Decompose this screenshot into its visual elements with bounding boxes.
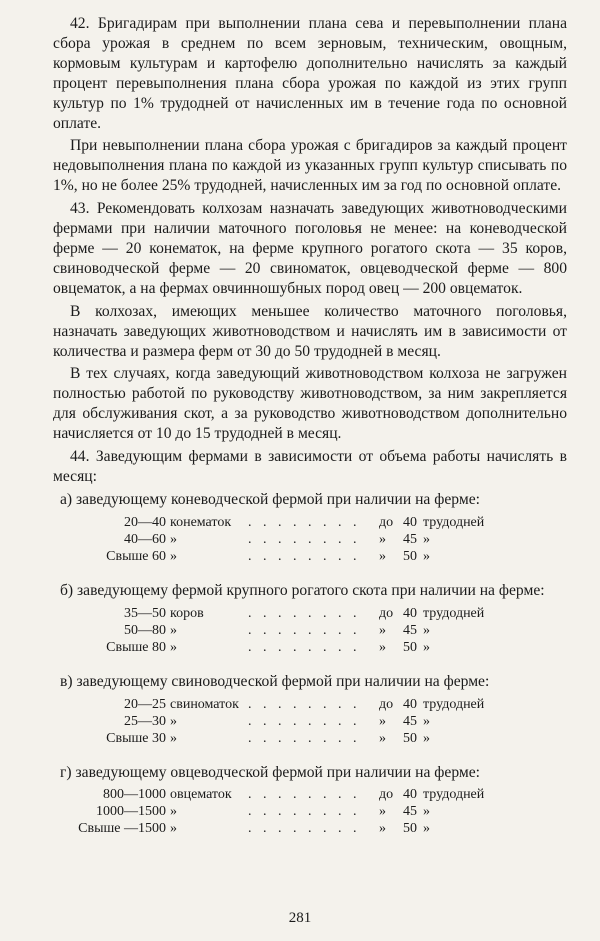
range-cell: Свыше 30 [106,730,166,746]
do-cell: » [379,548,386,564]
workdays-cell: 40 [403,696,417,712]
paragraph-44: 44. Заведующим фермами в зависимости от объема работы начислять в месяц: [53,448,567,485]
range-cell: 20—40 [124,514,166,530]
leader-dots: . . . . . . . . [248,639,361,655]
leader-dots: . . . . . . . . [248,787,361,803]
leader-dots: . . . . . . . . [248,730,361,746]
unit-cell: » [170,713,177,729]
table-row [53,548,567,565]
table-row [53,786,567,803]
section-a-heading: а) заведующему коневодческой фермой при наличии на ферме: [60,490,480,508]
unit-cell: овцематок [170,787,232,803]
days-cell: » [423,622,430,638]
section-v-heading: в) заведующему свиноводческой фермой при наличии на ферме: [60,672,490,690]
paragraph-43-continued: В колхозах, имеющих меньшее количество маточного поголовья, назначать заведующих животноводством и начислять им в зависимости от количества и размера ферм от 30 до 50 трудодней в месяц. [53,302,567,360]
do-cell: » [379,730,386,746]
workdays-cell: 45 [403,804,417,820]
workdays-cell: 50 [403,639,417,655]
unit-cell: » [170,639,177,655]
do-cell: до [379,787,394,803]
section-v-table [53,696,567,747]
workdays-cell: 50 [403,821,417,837]
leader-dots: . . . . . . . . [248,821,361,837]
days-cell: » [423,548,430,564]
section-a-table [53,514,567,565]
days-cell: трудодней [423,605,485,621]
workdays-cell: 50 [403,730,417,746]
do-cell: » [379,639,386,655]
days-cell: » [423,713,430,729]
unit-cell: конематок [170,514,232,530]
section-b-table [53,605,567,656]
days-cell: » [423,730,430,746]
section-b-heading: б) заведующему фермой крупного рогатого скота при наличии на ферме: [60,581,545,599]
unit-cell: » [170,622,177,638]
workdays-cell: 45 [403,531,417,547]
workdays-cell: 40 [403,787,417,803]
range-cell: Свыше 80 [106,639,166,655]
workdays-cell: 50 [403,548,417,564]
range-cell: Свыше —1500 [78,821,166,837]
range-cell: 50—80 [124,622,166,638]
page-number: 281 [288,910,312,926]
leader-dots: . . . . . . . . [248,696,361,712]
table-row [53,622,567,639]
unit-cell: » [170,821,177,837]
table-row [53,730,567,747]
leader-dots: . . . . . . . . [248,514,361,530]
workdays-cell: 40 [403,605,417,621]
workdays-cell: 40 [403,514,417,530]
do-cell: » [379,821,386,837]
leader-dots: . . . . . . . . [248,622,361,638]
table-row [53,514,567,531]
leader-dots: . . . . . . . . [248,804,361,820]
do-cell: » [379,713,386,729]
days-cell: трудодней [423,514,485,530]
range-cell: 25—30 [124,713,166,729]
range-cell: 800—1000 [103,787,166,803]
range-cell: 20—25 [124,696,166,712]
table-row [53,713,567,730]
do-cell: » [379,531,386,547]
paragraph-42: 42. Бригадирам при выполнении плана сева и перевыполнении плана сбора урожая в среднем по всем зерновым, техническим, овощным, кормовым культурам и картофелю дополнительно начислять за каждый процент перевыполнения плана сбора урожая по каждой из этих групп культур по 1% трудодней от начисленных им в течение года по основной оплате. [53,15,567,132]
days-cell: » [423,821,430,837]
range-cell: 40—60 [124,531,166,547]
leader-dots: . . . . . . . . [248,713,361,729]
days-cell: трудодней [423,696,485,712]
do-cell: до [379,696,394,712]
days-cell: » [423,531,430,547]
unit-cell: » [170,730,177,746]
paragraph-43-cases: В тех случаях, когда заведующий животноводством колхоза не загружен полностью работой по руководству животноводством, за ним закрепляется для обслуживания скот, а за руководство животноводством дополнительно начисляется от 10 до 15 трудодней в месяц. [53,365,567,443]
section-g-table [53,786,567,837]
days-cell: » [423,804,430,820]
table-row [53,639,567,656]
workdays-cell: 45 [403,622,417,638]
unit-cell: свиноматок [170,696,239,712]
table-row [53,820,567,837]
unit-cell: коров [170,605,204,621]
range-cell: 35—50 [124,605,166,621]
unit-cell: » [170,531,177,547]
body-text [53,14,567,853]
table-row [53,803,567,820]
days-cell: » [423,639,430,655]
days-cell: трудодней [423,787,485,803]
range-cell: 1000—1500 [96,804,166,820]
unit-cell: » [170,548,177,564]
do-cell: до [379,605,394,621]
leader-dots: . . . . . . . . [248,548,361,564]
leader-dots: . . . . . . . . [248,531,361,547]
paragraph-43: 43. Рекомендовать колхозам назначать заведующих животноводческими фермами при наличии маточного поголовья не менее: на коневодческой ферме — 20 конематок, на ферме крупного рогатого скота — 35 коров, свиноводческой ферме — 20 свиноматок, овцеводческой ферме — 800 овцематок, а на фермах овчинношубных пород овец — 200 овцематок. [53,200,567,297]
do-cell: » [379,622,386,638]
section-g-heading: г) заведующему овцеводческой фермой при наличии на ферме: [60,763,481,781]
paragraph-42-continued: При невыполнении плана сбора урожая с бригадиров за каждый процент недовыполнения плана по каждой из указанных групп культур списывать по 1%, но не более 25% трудодней, начисленных им за год по основной оплате. [53,137,567,195]
do-cell: » [379,804,386,820]
unit-cell: » [170,804,177,820]
workdays-cell: 45 [403,713,417,729]
range-cell: Свыше 60 [106,548,166,564]
table-row [53,696,567,713]
table-row [53,531,567,548]
leader-dots: . . . . . . . . [248,605,361,621]
table-row [53,605,567,622]
do-cell: до [379,514,394,530]
